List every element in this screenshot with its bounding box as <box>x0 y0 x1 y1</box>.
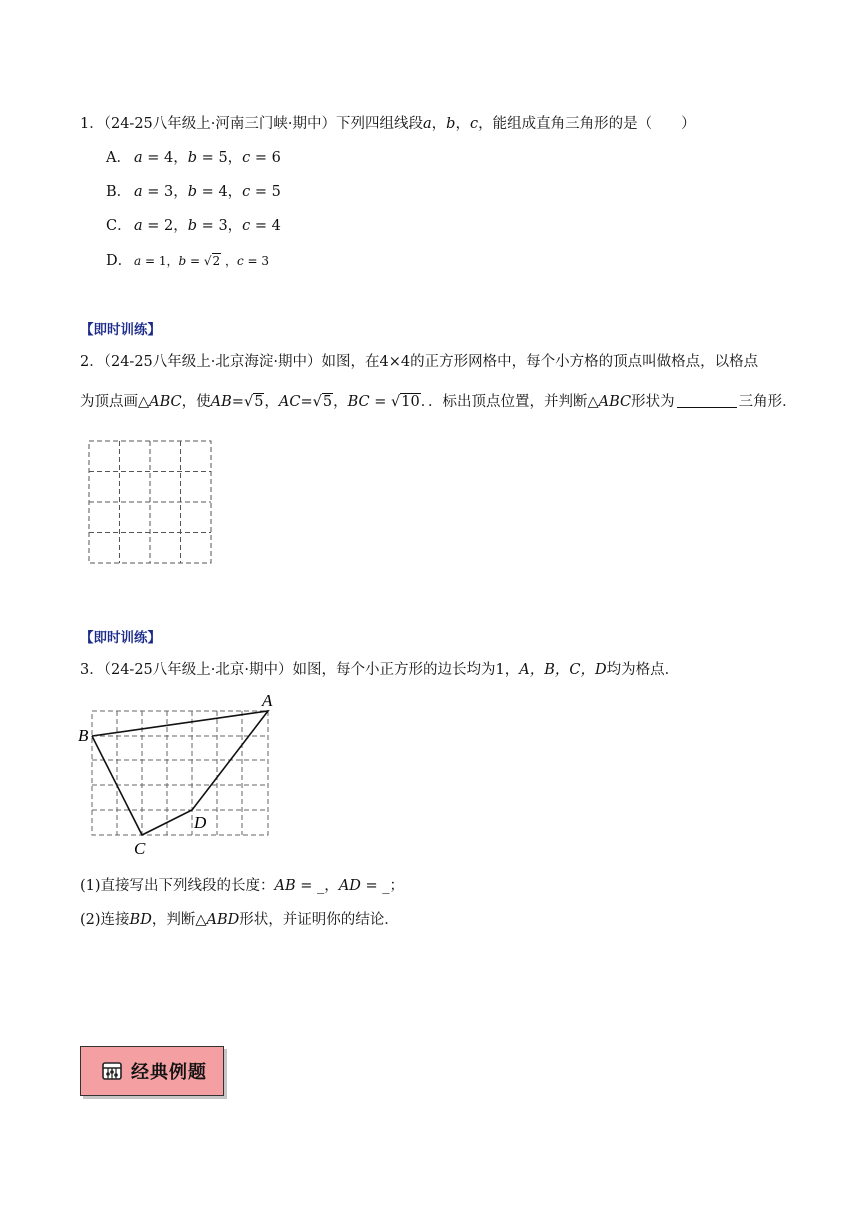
point-C-label: C <box>134 839 146 858</box>
abacus-icon <box>101 1060 123 1082</box>
badge-label: 经典例题 <box>131 1062 207 1083</box>
q3-stem: 3．（24-25八年级上·北京·期中）如图，每个小正方形的边长均为1，A，B，C，D均为格点． <box>80 662 680 678</box>
q2-line2: 为顶点画△ABC，使AB=√5，AC=√5，BC = √10．．标出顶点位置，并判断△ABC形状为 三角形． <box>80 394 797 410</box>
q1-option-b: B． a = 3，b = 4，c = 5 <box>106 184 281 200</box>
instant-training-tag-2: 【即时训练】 <box>80 630 161 646</box>
q3-part1: (1)直接写出下列线段的长度：AB = _，AD = _； <box>80 878 405 894</box>
q3-part2: (2)连接BD，判断△ABD形状，并证明你的结论． <box>80 912 399 928</box>
answer-blank[interactable] <box>677 393 737 408</box>
q1-option-d: D． a = 1，b = √2 ，c = 3 <box>106 253 270 269</box>
q1-stem: 1．（24-25八年级上·河南三门峡·期中）下列四组线段a，b，c，能组成直角三角形的是（ ） <box>80 116 696 132</box>
section-badge-classic-examples <box>80 1046 224 1096</box>
q1-option-a: A． a = 4，b = 5，c = 6 <box>106 150 281 166</box>
q3-figure <box>72 688 292 860</box>
q2-grid-figure <box>86 438 216 566</box>
q2-line1: 2．（24-25八年级上·北京海淀·期中）如图，在4×4的正方形网格中，每个小方格的顶点叫做格点，以格点 <box>80 354 759 370</box>
q1-option-c: C． a = 2，b = 3，c = 4 <box>106 218 281 234</box>
point-A-label: A <box>262 691 273 710</box>
instant-training-tag: 【即时训练】 <box>80 322 161 338</box>
point-B-label: B <box>78 726 89 745</box>
point-D-label: D <box>194 813 207 832</box>
